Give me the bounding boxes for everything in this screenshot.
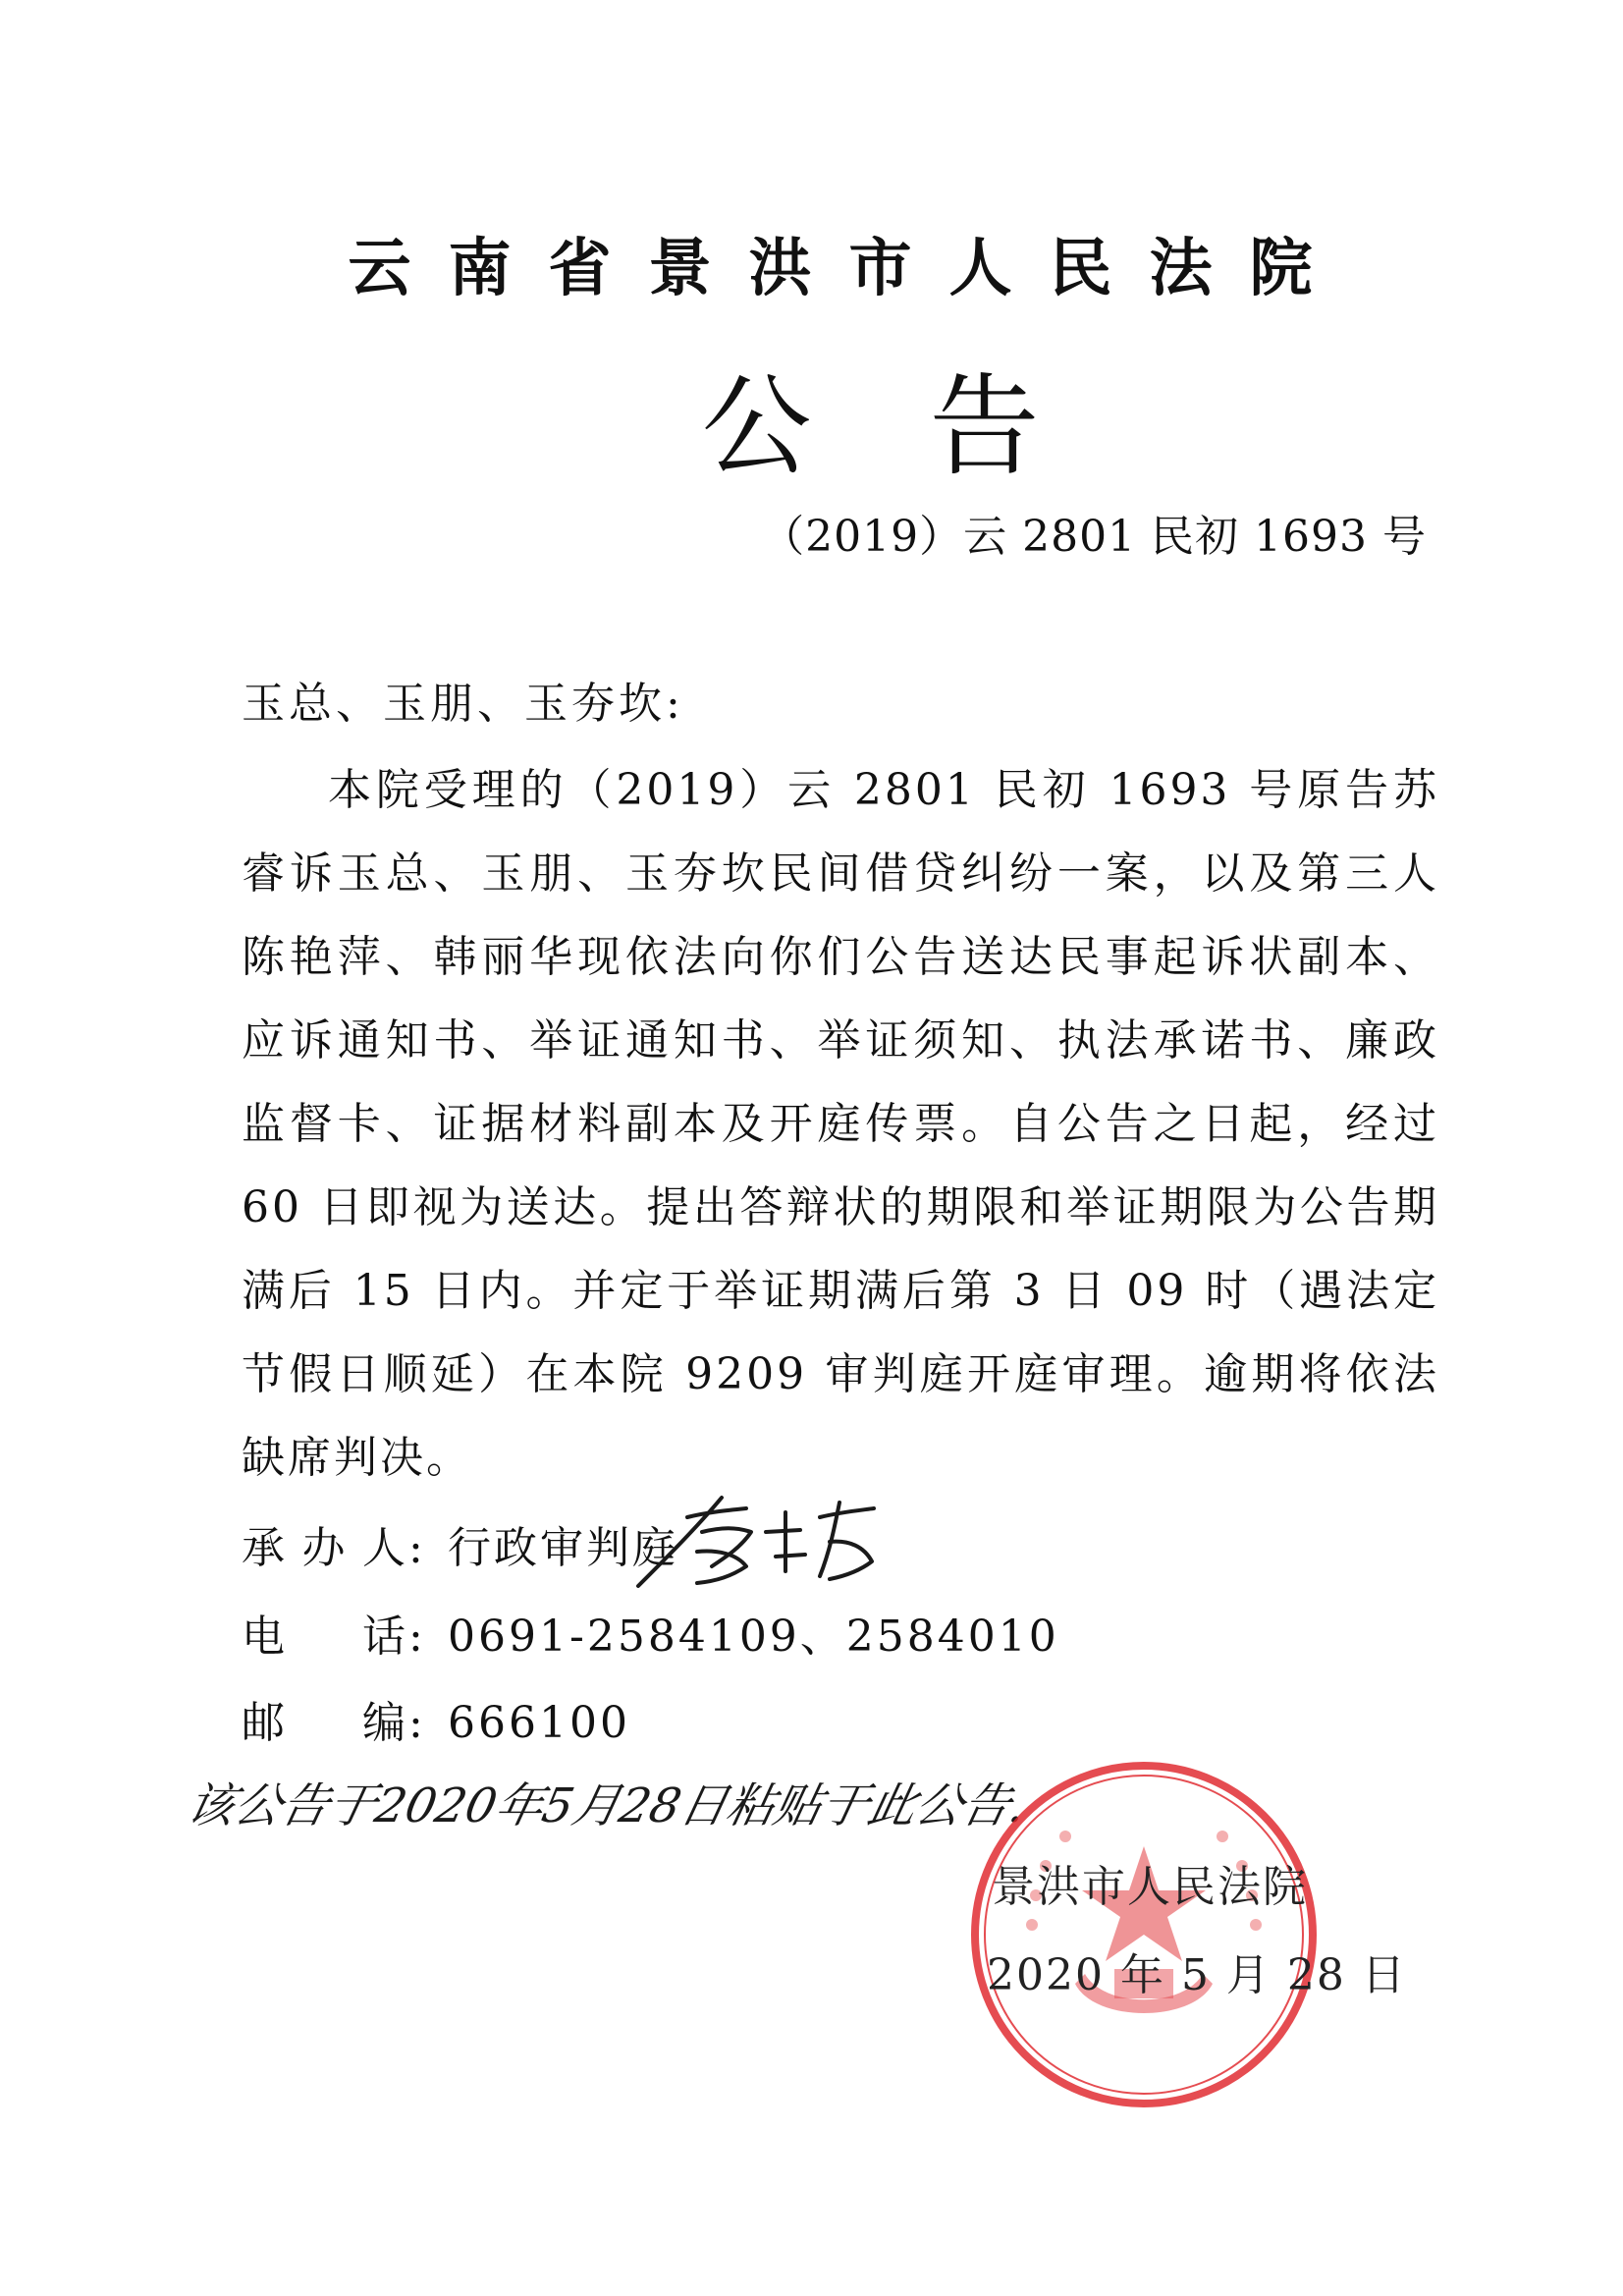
handler-colon: : [408, 1523, 426, 1573]
footer-date: 2020 年 5 月 28 日 [987, 1950, 1407, 2000]
postcode-colon: : [408, 1698, 426, 1748]
court-seal-stamp [967, 1758, 1321, 2111]
phone-colon: : [408, 1612, 426, 1662]
addressee-line: 玉总、玉朋、玉夯坎: [242, 679, 684, 729]
handler-value: 行政审判庭 [448, 1523, 678, 1573]
phone-row [242, 1601, 1059, 1664]
phone-label: 电话 [242, 1612, 408, 1662]
phone-value: 0691-2584109、2584010 [448, 1612, 1059, 1662]
handwritten-posting-note: 该公告于2020年5月28日粘贴于此公告. [182, 1778, 1032, 1833]
case-number: （2019）云 2801 民初 1693 号 [761, 512, 1427, 562]
court-name-heading: 云南省景洪市人民法院 [348, 233, 1350, 305]
handwritten-signature [628, 1473, 884, 1601]
postcode-label: 邮编 [242, 1698, 408, 1748]
handler-label: 承办人 [242, 1523, 408, 1573]
handler-row [242, 1512, 678, 1575]
document-title: 公告 [701, 363, 1158, 491]
postcode-row [242, 1687, 630, 1750]
notice-body-paragraph: 本院受理的（2019）云 2801 民初 1693 号原告苏睿诉玉总、玉朋、玉夯坎民间借贷纠纷一案，以及第三人陈艳萍、韩丽华现依法向你们公告送达民事起诉状副本、应诉通知书、举证通知书、举证须知、执法承诺书、廉政监督卡、证据材料副本及开庭传票。自公告之日起，经过 60 日即视为送达。提出答辩状的期限和举证期限为公告期满后 15 日内。并定于举证期满后第 3 日 09 时（遇法定节假日顺延）在本院 9209 审判庭开庭审理。逾期将依法缺席判决。 [242, 765, 1439, 1483]
postcode-value: 666100 [448, 1698, 630, 1748]
footer-court-name: 景洪市人民法院 [992, 1862, 1308, 1912]
